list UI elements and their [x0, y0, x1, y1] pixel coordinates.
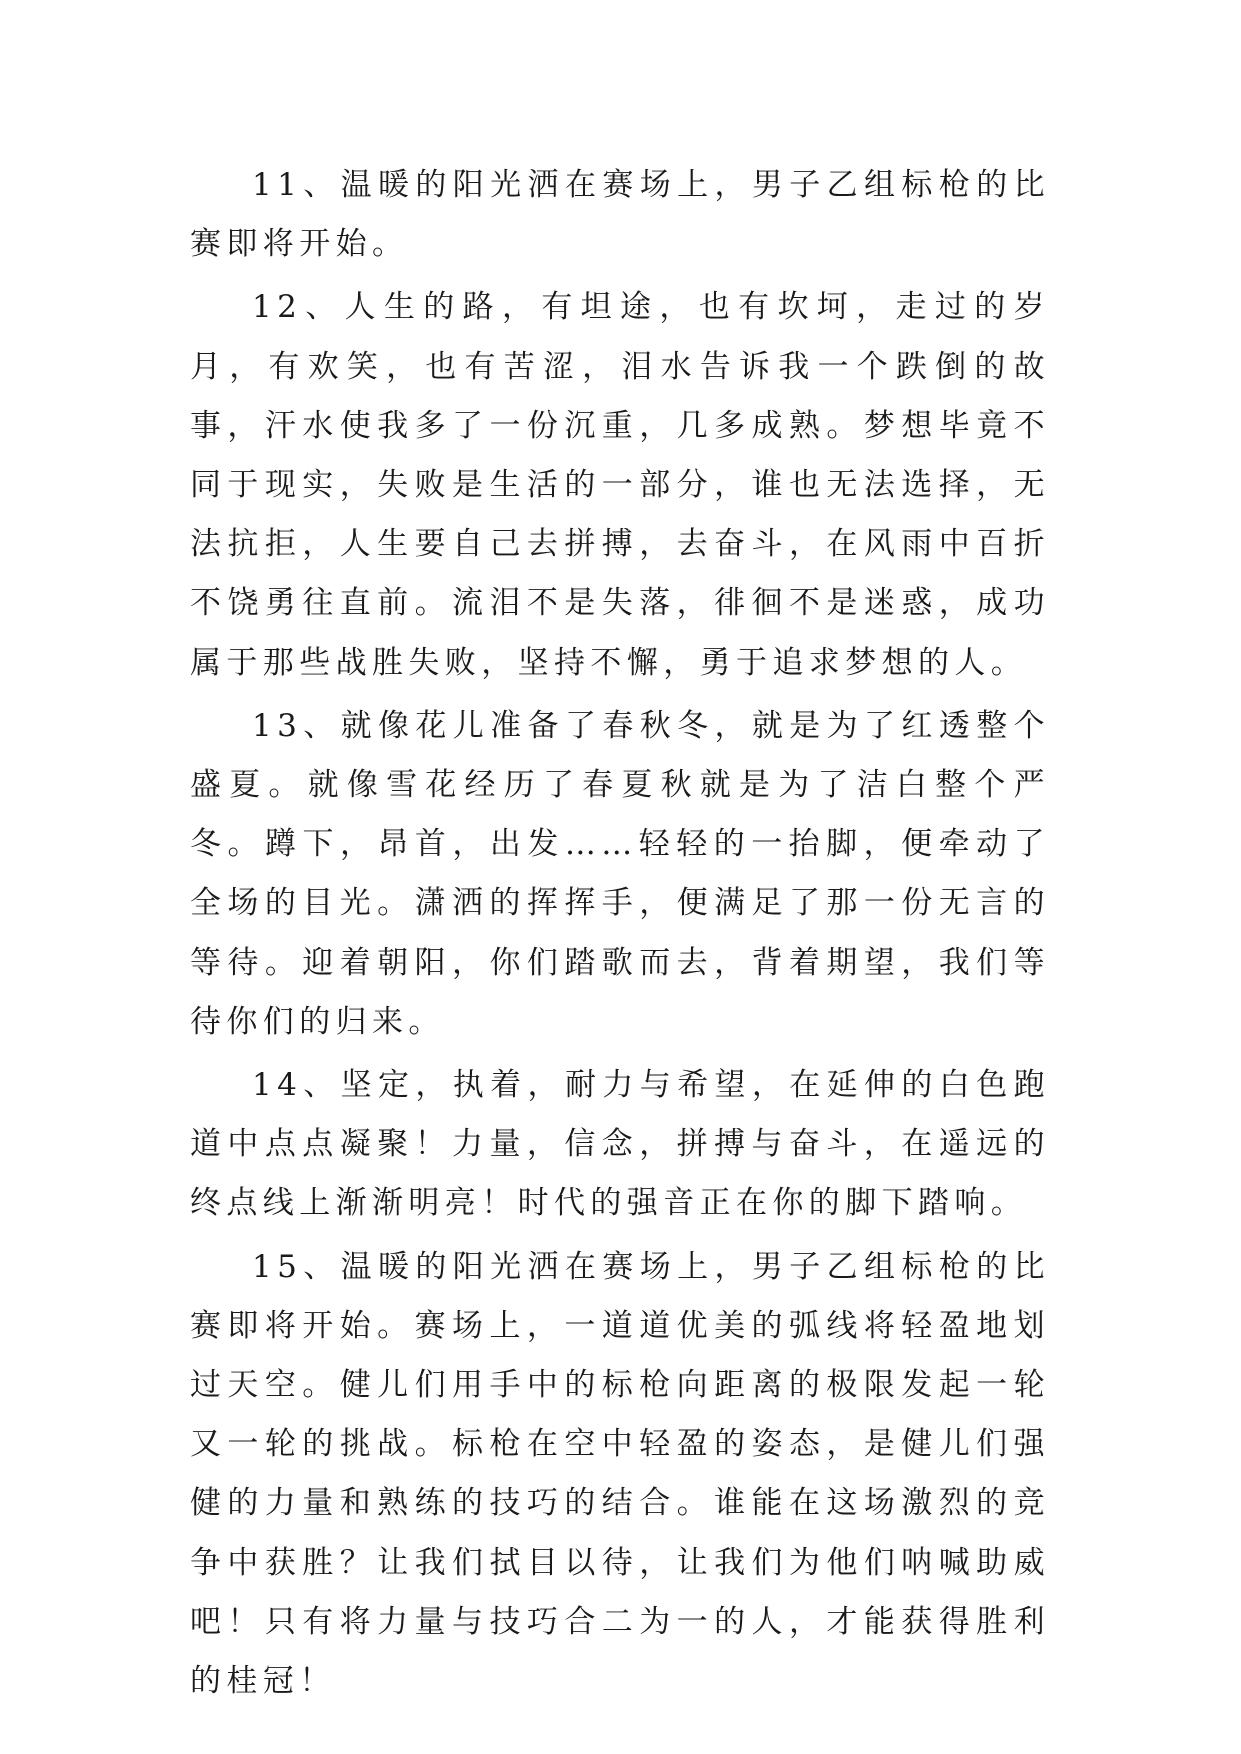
document-body	[190, 156, 1050, 1715]
paragraph-14: 14、坚定，执着，耐力与希望，在延伸的白色跑道中点点凝聚！力量，信念，拼搏与奋斗，在遥远的终点线上渐渐明亮！时代的强音正在你的脚下踏响。	[190, 1067, 1050, 1222]
paragraph-15: 15、温暖的阳光洒在赛场上，男子乙组标枪的比赛即将开始。赛场上，一道道优美的弧线将轻盈地划过天空。健儿们用手中的标枪向距离的极限发起一轮又一轮的挑战。标枪在空中轻盈的姿态，是健儿们强健的力量和熟练的技巧的结合。谁能在这场激烈的竞争中获胜？让我们拭目以待，让我们为他们呐喊助威吧！只有将力量与技巧合二为一的人，才能获得胜利的桂冠！	[190, 1248, 1050, 1700]
paragraph-13: 13、就像花儿准备了春秋冬，就是为了红透整个盛夏。就像雪花经历了春夏秋就是为了洁白整个严冬。蹲下，昂首，出发……轻轻的一抬脚，便牵动了全场的目光。潇洒的挥挥手，便满足了那一份无言的等待。迎着朝阳，你们踏歌而去，背着期望，我们等待你们的归来。	[190, 707, 1050, 1040]
paragraph-11: 11、温暖的阳光洒在赛场上，男子乙组标枪的比赛即将开始。	[190, 167, 1050, 263]
paragraph-12: 12、人生的路，有坦途，也有坎坷，走过的岁月，有欢笑，也有苦涩，泪水告诉我一个跌倒的故事，汗水使我多了一份沉重，几多成熟。梦想毕竟不同于现实，失败是生活的一部分，谁也无法选择，无法抗拒，人生要自己去拼搏，去奋斗，在风雨中百折不饶勇往直前。流泪不是失落，徘徊不是迷惑，成功属于那些战胜失败，坚持不懈，勇于追求梦想的人。	[190, 289, 1050, 681]
